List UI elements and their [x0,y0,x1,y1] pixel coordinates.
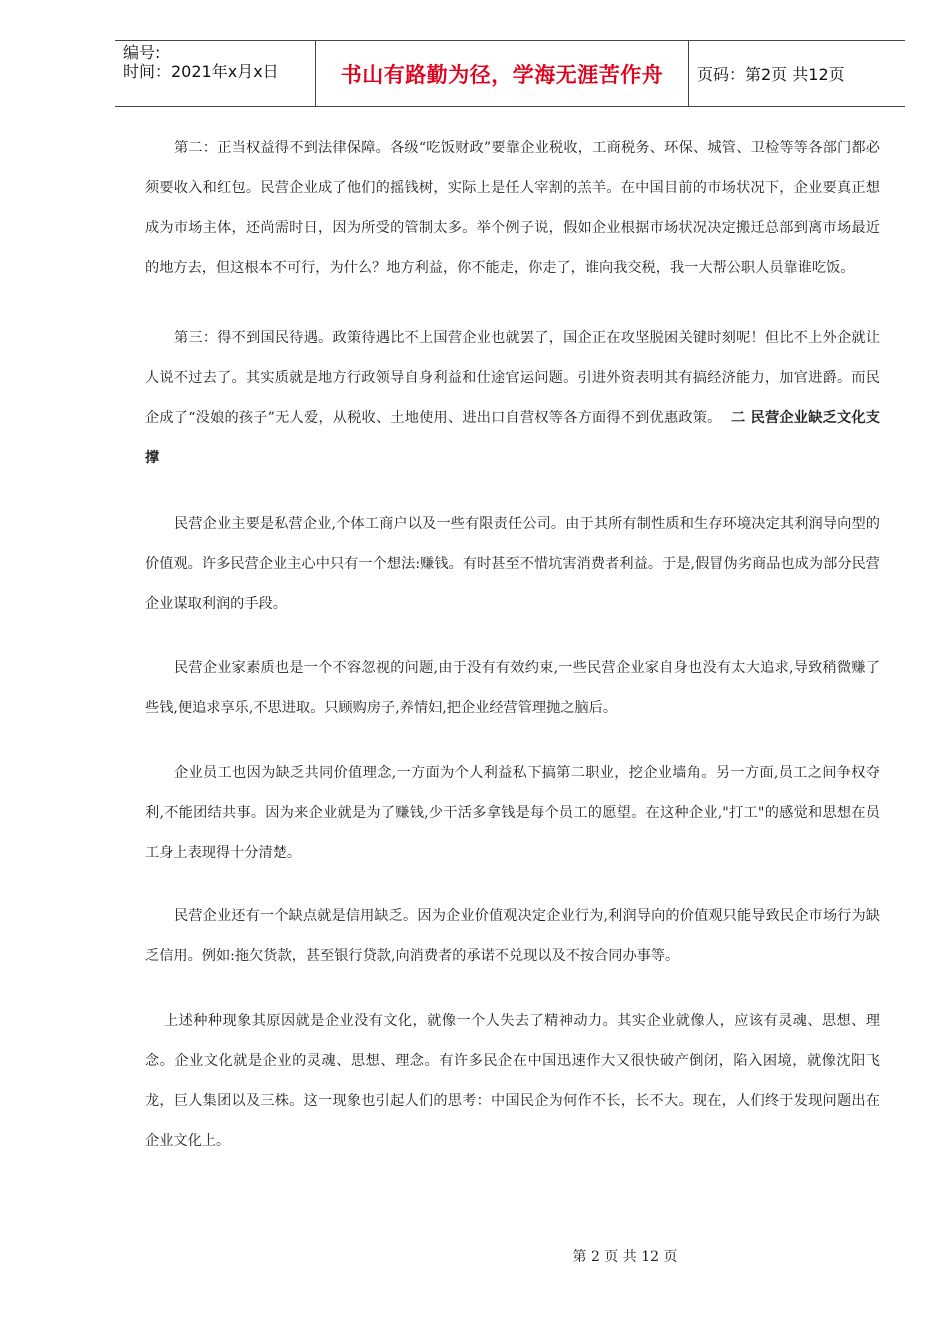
paragraph-rights: 第二：正当权益得不到法律保障。各级“吃饭财政”要靠企业税收，工商税务、环保、城管、卫检等等各部门都必须要收入和红包。民营企业成了他们的摇钱树，实际上是任人宰割的羔羊。在中国目前的市场状况下，企业要真正想成为市场主体，还尚需时日，因为所受的管制太多。举个例子说，假如企业根据市场状况决定搬迁总部到离市场最近的地方去，但这根本不可行，为什么？地方利益，你不能走，你走了，谁向我交税，我一大帮公职人员靠谁吃饭。 [145,140,880,276]
header-page-info: 页码：第2页 共12页 [697,65,845,84]
page-header [115,40,905,107]
document-number-label: 编号: [123,43,161,62]
header-motto-cell [316,41,689,106]
header-meta-cell [115,41,316,106]
paragraph-entrepreneur-quality: 民营企业家素质也是一个不容忽视的问题,由于没有有效约束,一些民营企业家自身也没有太大追求,导致稍微赚了些钱,便追求享乐,不思进取。只顾购房子,养情妇,把企业经营管理抛之脑后。 [145,660,880,716]
paragraph-national-treatment [145,318,880,478]
header-page-cell [689,41,905,106]
paragraph-national-treatment-text: 第三：得不到国民待遇。政策待遇比不上国营企业也就罢了，国企正在攻坚脱困关键时刻呢！但比不上外企就让人说不过去了。其实质就是地方行政领导自身利益和仕途官运问题。引进外资表明其有搞经济能力，加官进爵。而民企成了“没娘的孩子”无人爱，从税收、土地使用、进出口自营权等各方面得不到优惠政策。 [145,330,880,426]
section-heading: 二 民营企业缺乏文化支撑 [145,410,880,466]
page-footer: 第 2 页 共 12 页 [572,1249,678,1265]
paragraph-culture: 上述种种现象其原因就是企业没有文化，就像一个人失去了精神动力。其实企业就像人，应该有灵魂、思想、理念。企业文化就是企业的灵魂、思想、理念。有许多民企在中国迅速作大又很快破产倒闭，陷入困境，就像沈阳飞龙，巨人集团以及三株。这一现象也引起人们的思考：中国民企为何作不长，长不大。现在，人们终于发现问题出在企业文化上。 [145,1013,880,1149]
paragraph-employees: 企业员工也因为缺乏共同价值理念,一方面为个人利益私下搞第二职业，挖企业墙角。另一方面,员工之间争权夺利,不能团结共事。因为来企业就是为了赚钱,少干活多拿钱是每个员工的愿望。在这种企业,"打工"的感觉和思想在员工身上表现得十分清楚。 [145,765,880,861]
document-time-label: 时间：2021年x月x日 [123,62,279,81]
header-motto: 书山有路勤为径，学海无涯苦作舟 [340,62,664,87]
paragraph-private-enterprise: 民营企业主要是私营企业,个体工商户以及一些有限责任公司。由于其所有制性质和生存环境决定其利润导向型的价值观。许多民营企业主心中只有一个想法:赚钱。有时甚至不惜坑害消费者利益。于是,假冒伪劣商品也成为部分民营企业谋取利润的手段。 [145,516,880,612]
paragraph-credit: 民营企业还有一个缺点就是信用缺乏。因为企业价值观决定企业行为,利润导向的价值观只能导致民企市场行为缺乏信用。例如:拖欠货款，甚至银行贷款,向消费者的承诺不兑现以及不按合同办事等。 [145,908,880,964]
